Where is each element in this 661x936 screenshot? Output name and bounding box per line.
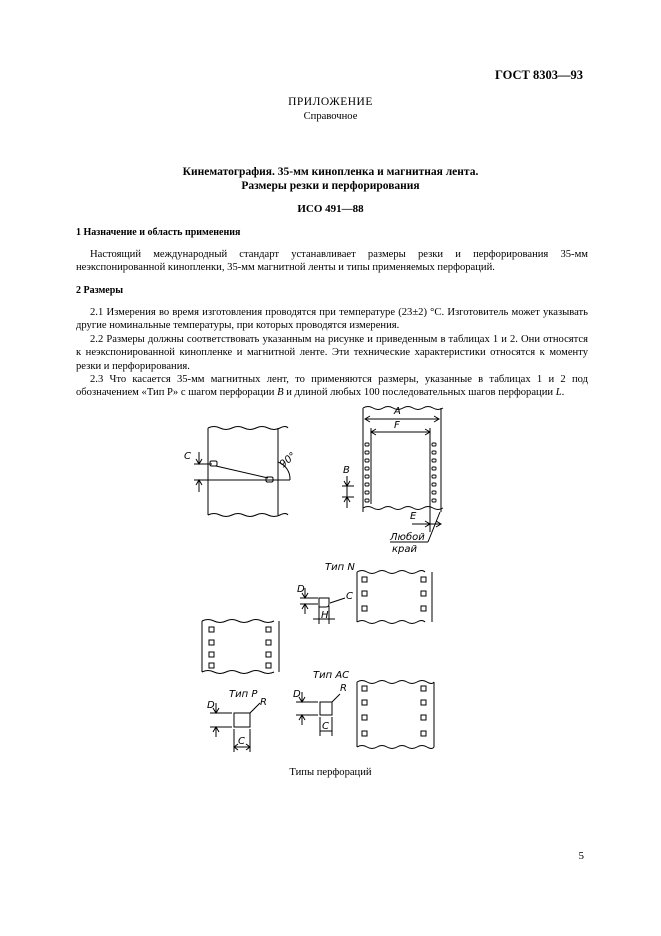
variable-b: B [277, 387, 284, 399]
section-2-heading: 2 Размеры [76, 285, 124, 296]
title-line-1: Кинематография. 35-мм кинопленка и магнитная лента. [182, 166, 479, 178]
label-r-type-p: R [260, 697, 267, 708]
type-ac-diagram [296, 681, 434, 749]
page-number: 5 [578, 850, 584, 862]
paragraph-2-3-part-c: . [561, 387, 565, 399]
iso-reference: ИСО 491—88 [297, 203, 364, 215]
label-any-edge-1: Любой [390, 532, 425, 543]
label-type-n: Тип N [325, 562, 355, 573]
label-r-type-ac: R [340, 683, 347, 694]
label-angle: 90° [277, 450, 299, 471]
label-h: H [321, 610, 329, 621]
label-type-p: Тип P [229, 689, 258, 700]
label-type-ac: Тип AC [313, 670, 350, 681]
label-c-angle: C [184, 451, 191, 462]
section-1-heading: 1 Назначение и область применения [76, 227, 241, 238]
document-code: ГОСТ 8303—93 [494, 68, 583, 82]
film-strip-middle [202, 620, 279, 674]
label-d-type-n: D [297, 584, 305, 595]
type-n-diagram [300, 571, 432, 625]
figure-caption: Типы перфораций [289, 767, 372, 778]
title-line-2: Размеры резки и перфорирования [241, 180, 420, 192]
film-strip-dimensions [342, 407, 443, 543]
section-1-text: Настоящий международный стандарт устанавливает размеры резки и перфорирования 35-мм неэкспонированной кинопленки, 35-мм магнитной ленты и типы применяемых перфораций. [76, 249, 588, 274]
paragraph-2-3-part-b: и длиной любых 100 последовательных шагов перфорации [283, 387, 556, 399]
paragraph-2-2: 2.2 Размеры должны соответствовать указанным на рисунке и приведенным в таблицах 1 и 2. Они относятся к неэкспонированной кинопленке и магнитной ленте. Эти технические характеристики относятся к моменту резки и перфорирования. [76, 333, 588, 372]
appendix-title: ПРИЛОЖЕНИЕ [288, 96, 373, 108]
label-b: B [343, 465, 350, 476]
label-any-edge-2: край [392, 544, 418, 555]
paragraph-2-1: 2.1 Измерения во время изготовления проводятся при температуре (23±2) °С. Изготовитель может указывать другие номинальные температуры, при которых проводятся измерения. [76, 307, 588, 332]
label-e: E [410, 511, 417, 522]
cut-angle-diagram [194, 427, 290, 517]
label-a: A [394, 406, 401, 417]
label-c-type-ac: C [322, 721, 329, 732]
type-p-diagram [210, 703, 260, 752]
variable-l: L [555, 387, 562, 399]
appendix-subtitle: Справочное [303, 111, 358, 122]
film-strip-perforations [365, 443, 436, 502]
label-c-type-p: C [238, 736, 245, 747]
label-d-type-ac: D [293, 689, 301, 700]
label-f: F [394, 420, 400, 431]
label-c-type-n: C [346, 591, 353, 602]
paragraph-2-3-part-a: 2.3 Что касается 35-мм магнитных лент, то применяются размеры, указанные в таблицах 1 и 2 под обозначением «Тип P» с шагом перфорации [76, 374, 588, 399]
label-d-type-p: D [207, 700, 215, 711]
